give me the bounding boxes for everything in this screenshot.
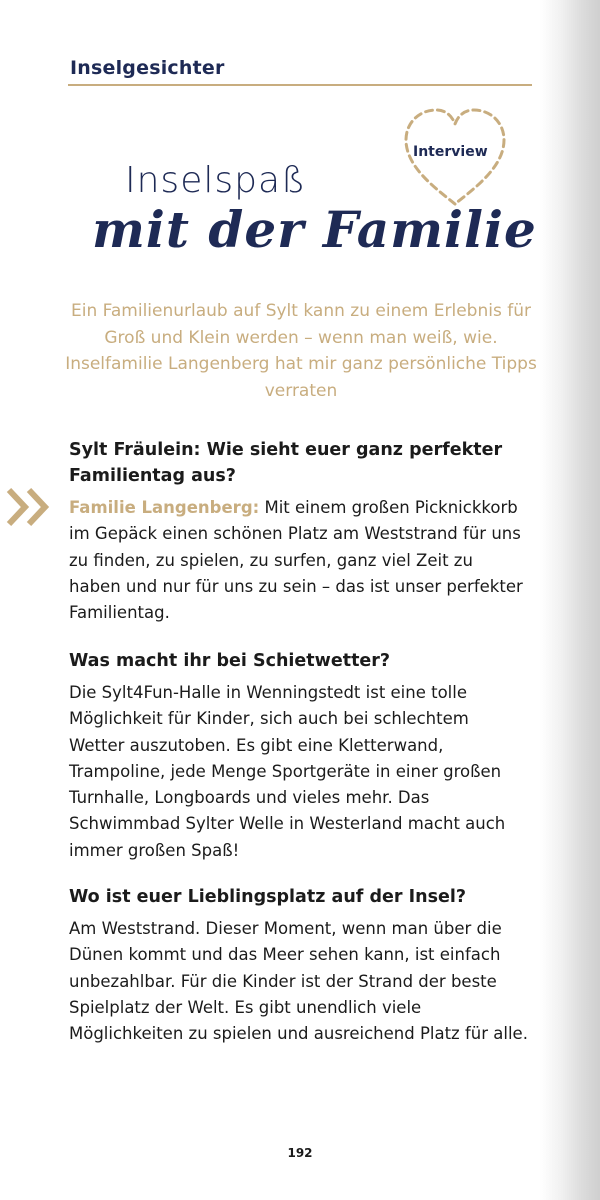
answer-paragraph: Die Sylt4Fun-Halle in Wenningstedt ist eine tolle Möglichkeit für Kinder, sich auch bei schlechtem Wetter auszutoben. Es gibt eine Kletterwand, Trampoline, jede Menge Sportgeräte in einer großen Turnhalle, Longboards und vieles mehr. Das Schwimmbad Sylter Welle in Westerland macht auch immer großen Spaß! (69, 683, 506, 860)
question-heading: Wo ist euer Lieblingsplatz auf der Insel? (69, 887, 467, 907)
qa-block-2 (69, 648, 529, 864)
section-header: Inselgesichter (70, 57, 225, 79)
title-line-2: mit der Familie (92, 200, 537, 259)
question-heading: Was macht ihr bei Schietwetter? (69, 651, 391, 671)
page-number: 192 (287, 1146, 313, 1160)
page-gutter-shadow (540, 0, 600, 1200)
qa-block-3 (69, 884, 529, 1047)
interview-badge: Interview (413, 144, 488, 160)
answer-paragraph: Am Weststrand. Dieser Moment, wenn man über die Dünen kommt und das Meer sehen kann, ist einfach unbezahlbar. Für die Kinder ist der Strand der beste Spielplatz der Welt. Es gibt unendlich viele Möglichkeiten zu spielen und ausreichend Platz für alle. (69, 919, 528, 1044)
double-chevron-right-icon (5, 486, 55, 528)
qa-block-1 (69, 437, 529, 626)
intro-text: Ein Familienurlaub auf Sylt kann zu einem Erlebnis für Groß und Klein werden – wenn man weiß, wie. Inselfamilie Langenberg hat mir ganz persönliche Tipps verraten (65, 301, 537, 401)
answer-speaker: Familie Langenberg: (69, 498, 260, 517)
answer-text: Mit einem großen Picknickkorb im Gepäck einen schönen Platz am Weststrand für uns zu finden, zu spielen, zu surfen, ganz viel Zeit zu haben und nur für uns zu sein – das ist unser perfekter Familientag. (69, 498, 523, 623)
title-line-1: Inselspaß (125, 160, 307, 201)
answer-paragraph (69, 495, 529, 626)
question-heading: Sylt Fräulein: Wie sieht euer ganz perfekter Familientag aus? (69, 440, 503, 486)
header-divider (68, 84, 532, 86)
